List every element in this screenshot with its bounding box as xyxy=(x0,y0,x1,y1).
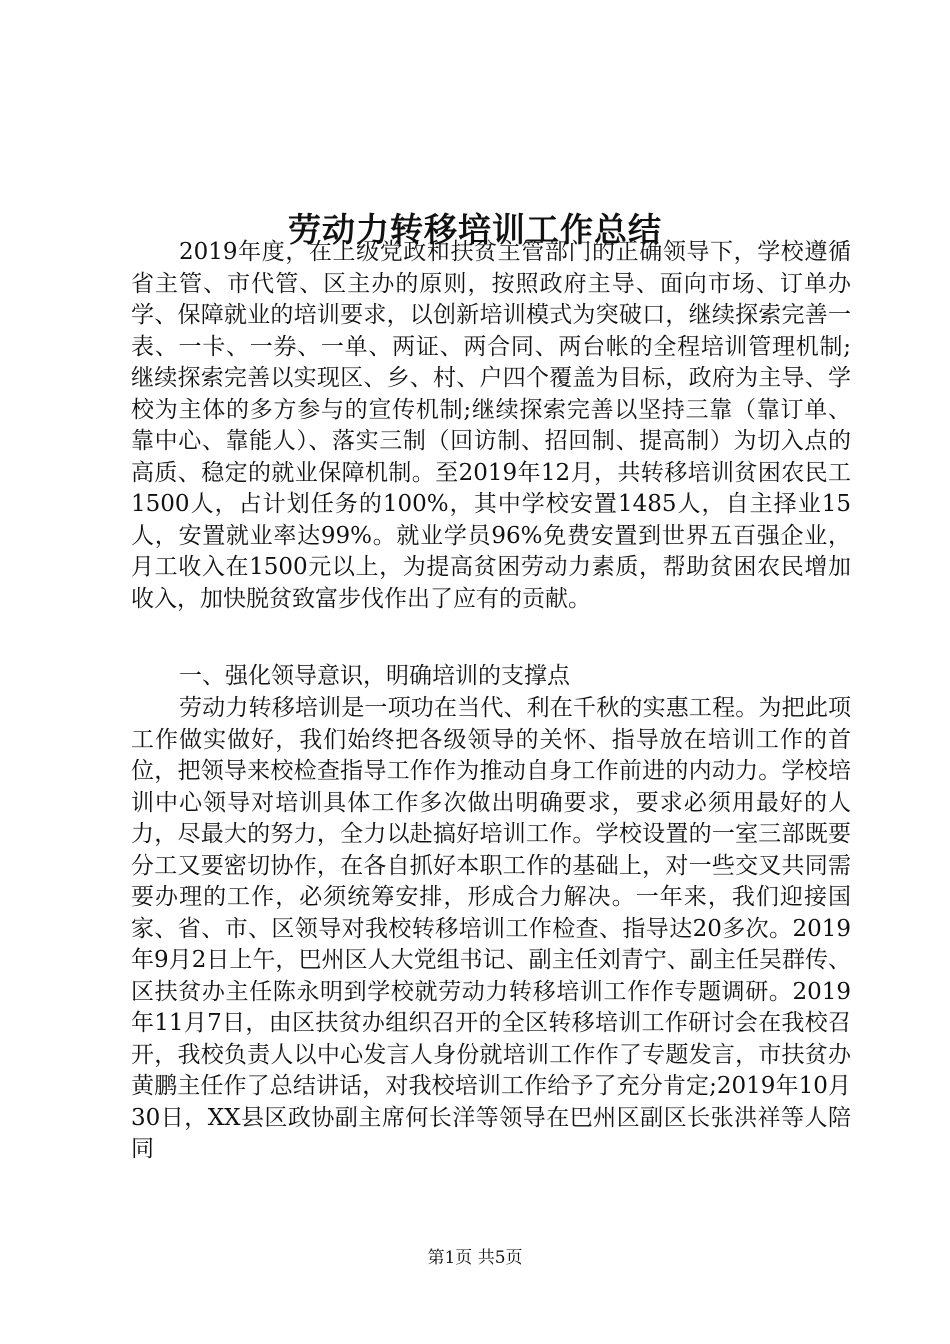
section-heading: 一、强化领导意识，明确培训的支撑点 xyxy=(179,663,570,689)
document-title: 劳动力转移培训工作总结 xyxy=(288,210,662,250)
page-total: 共5页 xyxy=(477,1248,523,1268)
section-paragraph: 劳动力转移培训是一项功在当代、利在千秋的实惠工程。为把此项工作做实做好，我们始终把各级领导的关怀、指导放在培训工作的首位，把领导来校检查指导工作作为推动自身工作前进的内动力。学校培训中心领导对培训具体工作多次做出明确要求，要求必须用最好的人力，尽最大的努力，全力以赴搞好培训工作。学校设置的一室三部既要分工又要密切协作，在各自抓好本职工作的基础上，对一些交叉共同需要办理的工作，必须统筹安排，形成合力解决。一年来，我们迎接国家、省、市、区领导对我校转移培训工作检查、指导达20多次。2019年9月2日上午，巴州区人大党组书记、副主任刘青宁、副主任吴群传、区扶贫办主任陈永明到学校就劳动力转移培训工作作专题调研。2019年11月7日，由区扶贫办组织召开的全区转移培训工作研讨会在我校召开，我校负责人以中心发言人身份就培训工作作了专题发言，市扶贫办黄鹏主任作了总结讲话，对我校培训工作给予了充分肯定;2019年10月30日，XX县区政协副主席何长洋等领导在巴州区副区长张洪祥等人陪同 xyxy=(131,695,851,1162)
intro-paragraph: 2019年度，在上级党政和扶贫主管部门的正确领导下，学校遵循省主管、市代管、区主办的原则，按照政府主导、面向市场、订单办学、保障就业的培训要求，以创新培训模式为突破口，继续探索完善一表、一卡、一券、一单、两证、两合同、两台帐的全程培训管理机制;继续探索完善以实现区、乡、村、户四个覆盖为目标，政府为主导、学校为主体的多方参与的宣传机制;继续探索完善以坚持三靠（靠订单、靠中心、靠能人）、落实三制（回访制、招回制、提高制）为切入点的高质、稳定的就业保障机制。至2019年12月，共转移培训贫困农民工1500人，占计划任务的100%，其中学校安置1485人，自主择业15人，安置就业率达99%。就业学员96%免费安置到世界五百强企业，月工收入在1500元以上，为提高贫困劳动力素质，帮助贫困农民增加收入，加快脱贫致富步伐作出了应有的贡献。 xyxy=(131,239,851,612)
page-footer xyxy=(0,1247,950,1269)
page-number: 第1页 xyxy=(427,1248,473,1268)
